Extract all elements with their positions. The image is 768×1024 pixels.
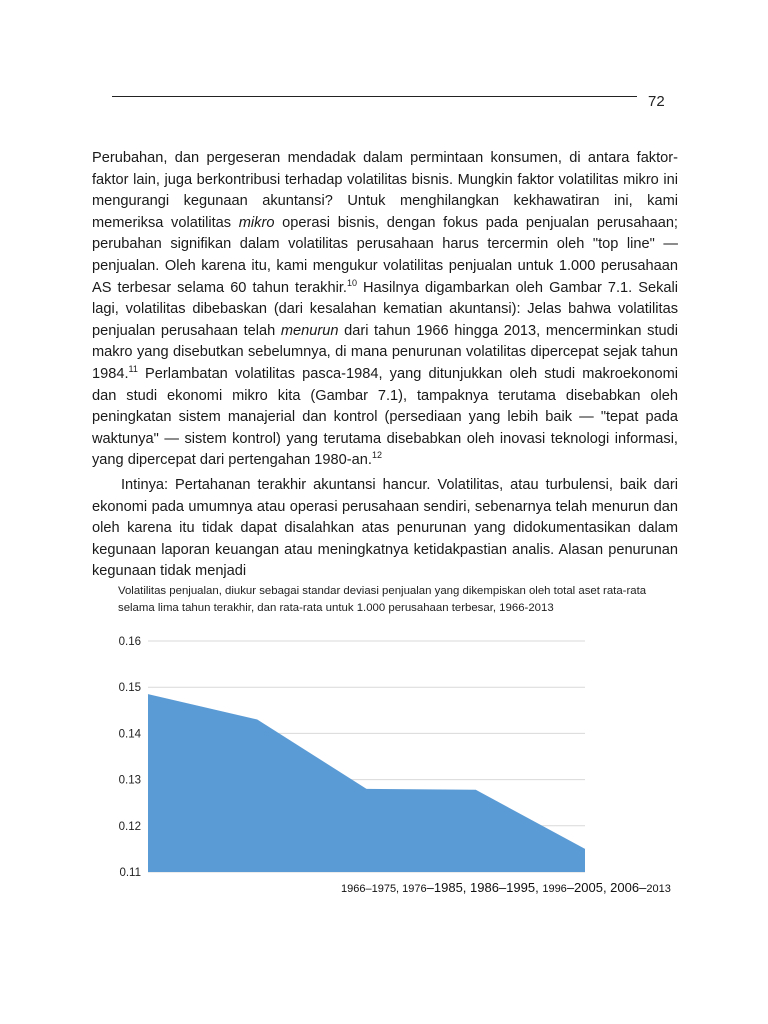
p1-text-4: dari tahun 1966 hingga 2013, mencerminkan studi makro yang disebutkan sebelumnya, di mana penurunan volatilitas dipercepat sejak tahun 1984.: [92, 322, 678, 382]
p1-text-2: operasi bisnis, dengan fokus pada penjualan perusahaan; perubahan signifikan dalam volatilitas perusahaan harus tercermin oleh "top line" — penjualan. Oleh karena itu, kami mengukur volatilitas penjualan untuk 1.000 perusahaan AS terbesar selama 60 tahun terakhir.: [92, 214, 678, 296]
header-rule: [112, 96, 637, 97]
chart-y-tick-labels: [119, 636, 142, 879]
x-label-part-4: 2013: [646, 883, 671, 895]
paragraph-2: Intinya: Pertahanan terakhir akuntansi hancur. Volatilitas, atau turbulensi, baik dari ekonomi pada umumnya atau operasi perusahaan sendiri, sebenarnya telah menurun dan oleh karena itu tidak dapat disalahkan atas penurunan yang didokumentasikan dalam kegunaan laporan keuangan atau meningkatnya ketidakpastian analis. Alasan penurunan kegunaan tidak menjadi: [92, 476, 678, 580]
footnote-ref-12: 12: [371, 450, 382, 461]
body-text: [92, 148, 678, 583]
chart-plot-area: [148, 694, 585, 872]
y-tick-label-2: 0.14: [118, 728, 141, 741]
series-area: [148, 694, 585, 872]
y-tick-label-3: 0.13: [118, 774, 141, 787]
p1-text-1: Perubahan, dan pergeseran mendadak dalam permintaan konsumen, di antara faktor-faktor lain, juga berkontribusi terhadap volatilitas bisnis. Mungkin faktor volatilitas mikro ini mengurangi kegunaan akuntansi? Untuk menghilangkan kekhawatiran ini, kami memeriksa volatilitas: [92, 150, 678, 231]
chart-title: Volatilitas penjualan, diukur sebagai standar deviasi penjualan yang dikempiskan oleh total aset rata-rata selama lima tahun terakhir, dan rata-rata untuk 1.000 perusahaan terbesar, 1966-2013: [118, 585, 647, 614]
x-label-part-2: 1996: [542, 883, 567, 895]
paragraph-1: [92, 148, 678, 472]
footnote-ref-10: 10: [346, 277, 357, 288]
x-axis-labels: [341, 880, 671, 895]
p1-text-3: Hasilnya digambarkan oleh Gambar 7.1. Sekali lagi, volatilitas dibebaskan (dari kesalahan kematian akuntansi): Jelas bahwa volatilitas penjualan perusahaan telah: [92, 279, 678, 339]
p1-text-5: Perlambatan volatilitas pasca-1984, yang ditunjukkan oleh studi makroekonomi dan studi ekonomi mikro kita (Gambar 7.1), tampaknya terutama disebabkan oleh peningkatan sistem manajerial dan kontrol (persediaan yang lebih baik — "tepat pada waktunya" — sistem kontrol) yang terutama disebabkan oleh inovasi teknologi informasi, yang dipercepat dari pertengahan 1980-an.: [92, 365, 678, 469]
p1-emphasis-mikro: mikro: [238, 214, 275, 231]
x-label-part-1: –1985, 1986–1995,: [426, 880, 543, 895]
y-tick-label-5: 0.11: [119, 867, 141, 879]
p1-emphasis-menurun: menurun: [280, 322, 339, 339]
volatility-area-chart: [0, 620, 768, 880]
y-tick-label-0: 0.16: [118, 636, 141, 648]
x-label-part-3: –2005, 2006–: [566, 880, 647, 895]
footnote-ref-11: 11: [128, 364, 138, 375]
y-tick-label-4: 0.12: [118, 820, 141, 833]
page-number: 72: [648, 93, 665, 110]
y-tick-label-1: 0.15: [118, 682, 141, 695]
x-label-part-0: 1966–1975, 1976: [341, 883, 427, 895]
